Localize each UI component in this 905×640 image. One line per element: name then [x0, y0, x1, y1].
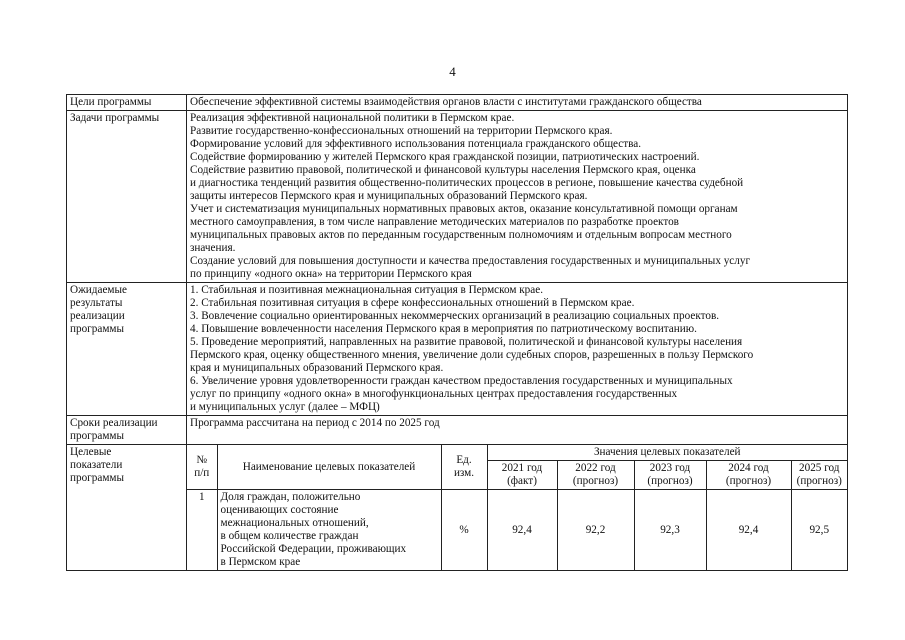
- results-label-line: Ожидаемые: [70, 284, 127, 296]
- year-header: [634, 461, 706, 490]
- indicator-num: 1: [187, 490, 217, 571]
- tasks-line: Содействие развитию правовой, политической и финансовой культуры населения Пермского края, оценка: [190, 164, 696, 176]
- results-line: услуг по принципу «одного окна» в многофункциональных центрах предоставления государственных: [190, 388, 678, 400]
- indicator-value: 92,4: [706, 490, 791, 571]
- tasks-line: Учет и систематизация муниципальных нормативных правовых актов, оказание консультативной помощи органам: [190, 203, 738, 215]
- name-header: Наименование целевых показателей: [217, 445, 441, 490]
- indicators-label-line: Целевые: [70, 446, 112, 458]
- results-line: 1. Стабильная и позитивная межнациональная ситуация в Пермском крае.: [190, 284, 544, 296]
- tasks-line: Создание условий для повышения доступности и качества предоставления государственных и муниципальных услуг: [190, 255, 751, 267]
- tasks-text: [187, 111, 848, 283]
- results-row: [67, 283, 848, 416]
- results-line: края и муниципальных образований Пермского края.: [190, 362, 444, 374]
- year-header-line: (прогноз): [796, 475, 842, 487]
- indicator-name-line: межнациональных отношений,: [220, 517, 369, 529]
- results-line: 5. Проведение мероприятий, направленных на развитие правовой, политической и финансовой культуры населения: [190, 336, 743, 348]
- results-line: и муниципальных услуг (далее – МФЦ): [190, 401, 380, 413]
- year-header-line: (факт): [507, 475, 537, 487]
- results-label-line: программы: [70, 323, 124, 335]
- tasks-line: и диагностика тенденций развития общественно-политических процессов в регионе, повышение качества судебной: [190, 177, 744, 189]
- num-header-line: п/п: [194, 467, 210, 479]
- terms-row: [67, 416, 848, 445]
- year-header: [706, 461, 791, 490]
- year-header-line: (прогноз): [725, 475, 772, 487]
- results-text: [187, 283, 848, 416]
- tasks-line: местного самоуправления, в том числе направление методических материалов по разработке проектов: [190, 216, 679, 228]
- tasks-line: муниципальных правовых актов по переданным государственным полномочиям и отдельным вопросам местного: [190, 229, 732, 241]
- page-number: 4: [449, 64, 456, 79]
- terms-label-line: программы: [70, 430, 124, 442]
- tasks-line: Реализация эффективной национальной политики в Пермском крае.: [190, 112, 515, 124]
- indicator-name: [217, 490, 441, 571]
- tasks-line: Формирование условий для эффективного использования потенциала гражданского общества.: [190, 138, 642, 150]
- tasks-line: значения.: [190, 242, 236, 254]
- indicator-row: [187, 490, 847, 571]
- indicators-header-row: [187, 445, 847, 461]
- indicator-name-line: в общем количестве граждан: [220, 530, 359, 542]
- tasks-line: по принципу «одного окна» на территории Пермского края: [190, 268, 472, 280]
- goals-text: Обеспечение эффективной системы взаимодействия органов власти с институтами гражданского общества: [187, 95, 848, 111]
- year-header: [557, 461, 634, 490]
- indicators-cell: [187, 445, 848, 571]
- results-label-line: реализации: [70, 310, 125, 322]
- results-line: 3. Вовлечение социально ориентированных некоммерческих организаций в реализацию социальных проектов.: [190, 310, 720, 322]
- year-header: [487, 461, 557, 490]
- indicators-row: [67, 445, 848, 571]
- indicator-unit: %: [441, 490, 487, 571]
- terms-label-line: Сроки реализации: [70, 417, 158, 429]
- terms-text: Программа рассчитана на период с 2014 по 2025 год: [187, 416, 848, 445]
- num-header-line: №: [196, 454, 208, 466]
- indicator-name-line: Российской Федерации, проживающих: [220, 543, 407, 555]
- indicator-name-line: оценивающих состояние: [220, 504, 339, 516]
- indicators-label-line: показатели: [70, 459, 123, 471]
- indicator-name-line: в Пермском крае: [220, 556, 301, 568]
- indicator-value: 92,2: [557, 490, 634, 571]
- year-header-line: 2023 год: [649, 462, 691, 474]
- goals-label: Цели программы: [67, 95, 187, 111]
- indicator-name-line: Доля граждан, положительно: [220, 491, 361, 503]
- year-header-line: 2025 год: [799, 462, 840, 474]
- unit-header-line: Ед.: [456, 454, 472, 466]
- results-label: [67, 283, 187, 416]
- indicators-label-line: программы: [70, 472, 124, 484]
- goals-row: [67, 95, 848, 111]
- year-header: [791, 461, 847, 490]
- results-line: Пермского края, оценку общественного мнения, увеличение доли судебных споров, разрешенных в пользу Пермского: [190, 349, 754, 361]
- unit-header-line: изм.: [453, 467, 475, 479]
- unit-header: [441, 445, 487, 490]
- results-label-line: результаты: [70, 297, 123, 309]
- tasks-label: Задачи программы: [67, 111, 187, 283]
- tasks-line: защиты интересов Пермского края и муниципальных образований Пермского края.: [190, 190, 588, 202]
- results-line: 6. Увеличение уровня удовлетворенности граждан качеством предоставления государственных и муниципальных: [190, 375, 733, 387]
- values-title: Значения целевых показателей: [487, 445, 847, 461]
- year-header-line: (прогноз): [647, 475, 693, 487]
- tasks-line: Развитие государственно-конфессиональных отношений на территории Пермского края.: [190, 125, 613, 137]
- indicators-table: [187, 445, 847, 570]
- indicator-value: 92,3: [634, 490, 706, 571]
- year-header-line: (прогноз): [572, 475, 619, 487]
- num-header: [187, 445, 217, 490]
- year-header-line: 2021 год: [501, 462, 543, 474]
- tasks-line: Содействие формированию у жителей Пермского края гражданской позиции, патриотических настроений.: [190, 151, 700, 163]
- year-header-line: 2024 год: [728, 462, 769, 474]
- program-passport-table: [66, 94, 848, 571]
- terms-label: [67, 416, 187, 445]
- indicator-value: 92,5: [791, 490, 847, 571]
- year-header-line: 2022 год: [575, 462, 616, 474]
- results-line: 4. Повышение вовлеченности населения Пермского края в мероприятия по патриотическому воспитанию.: [190, 323, 697, 335]
- tasks-row: [67, 111, 848, 283]
- results-line: 2. Стабильная позитивная ситуация в сфере конфессиональных отношений в Пермском крае.: [190, 297, 635, 309]
- indicator-value: 92,4: [487, 490, 557, 571]
- indicators-label: [67, 445, 187, 571]
